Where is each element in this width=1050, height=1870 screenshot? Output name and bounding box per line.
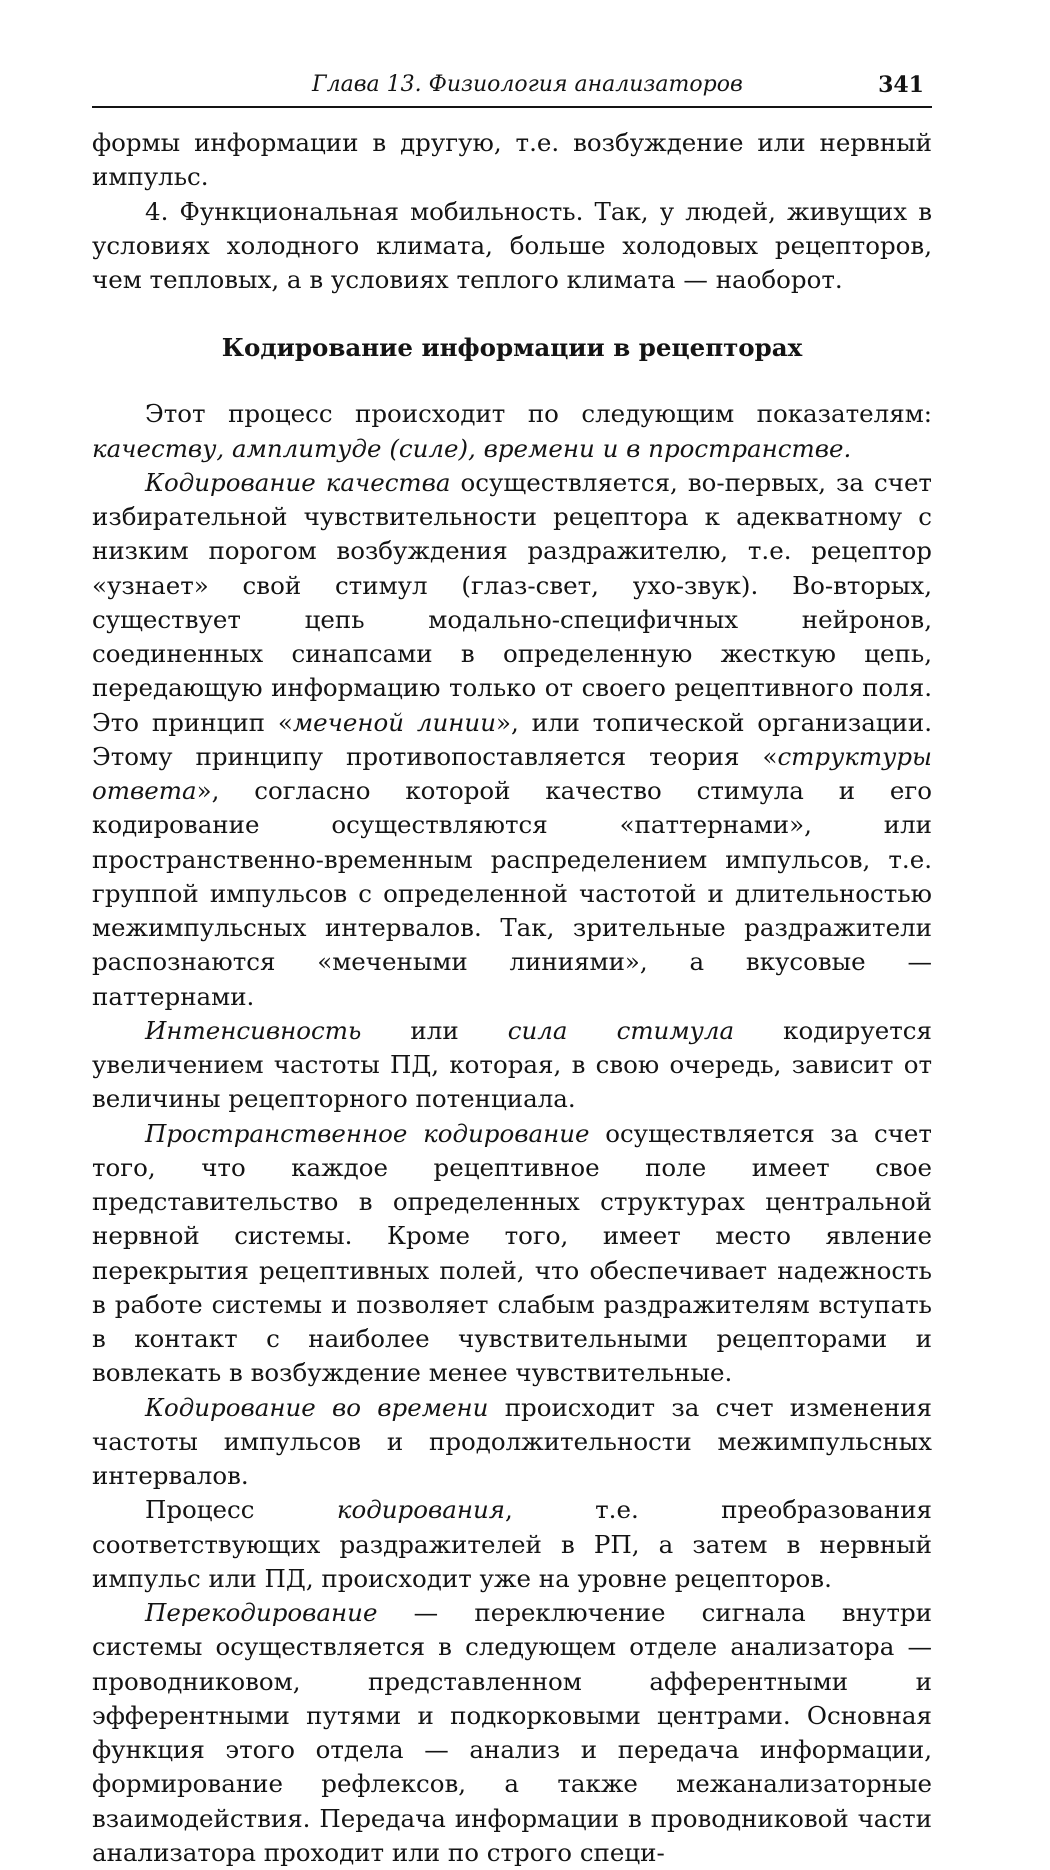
term-intensity: Интенсивность: [145, 1015, 362, 1045]
paragraph-quality-coding: [92, 466, 932, 1014]
running-title: Глава 13. Физиология анализаторов: [312, 72, 743, 97]
paragraph-intensity-coding: [92, 1014, 932, 1117]
text: осуществляется, во-первых, за счет избирательной чувствительности рецептора к адекватному с низким порогом возбуждения раздражителю, т.е. рецептор «узнает» свой стимул (глаз-свет, ухо-звук). Во-вторых, существует цепь модально-специфичных нейронов, соединенных синапсами в определенную жесткую цепь, передающую информацию только от своего рецептивного поля. Это принцип «: [92, 467, 932, 737]
term-spatial-coding: Пространственное кодирование: [145, 1118, 590, 1148]
term-recoding: Перекодирование: [145, 1598, 378, 1627]
paragraph-spatial-coding: [92, 1117, 932, 1391]
term-response-structure: структуры ответа: [92, 741, 932, 805]
term-quality-coding: Кодирование качества: [145, 467, 451, 497]
italic-text: качеству, амплитуде (силе), времени и в пространстве.: [92, 433, 852, 463]
text: Процесс: [145, 1495, 337, 1525]
text: », согласно которой качество стимула и его кодирование осуществляются «паттернами», или пространственно-временным распределением импульсов, т.е. группой импульсов с определенной частотой и длительностью межимпульсных интервалов. Так, зрительные раздражители распознаются «мечеными линиями», а вкусовые — паттернами.: [92, 776, 932, 1011]
text: осуществляется за счет того, что каждое рецептивное поле имеет свое представительство в определенных структурах центральной нервной системы. Кроме того, имеет место явление перекрытия рецептивных полей, что обеспечивает надежность в работе системы и позволяет слабым раздражителям вступать в контакт с наиболее чувствительными рецепторами и вовлекать в возбуждение менее чувствительные.: [92, 1118, 932, 1388]
term-labeled-line: меченой линии: [292, 707, 496, 737]
paragraph-coding-process: [92, 1493, 932, 1596]
term-stimulus-strength: сила стимула: [507, 1015, 735, 1045]
paragraph-functional-mobility: 4. Функциональная мобильность. Так, у людей, живущих в условиях холодного климата, больше холодовых рецепторов, чем тепловых, а в условиях теплого климата — наоборот.: [92, 196, 932, 294]
text: кодируется увеличением частоты ПД, которая, в свою очередь, зависит от величины рецепторного потенциала.: [92, 1015, 932, 1114]
text: или: [361, 1015, 508, 1045]
term-temporal-coding: Кодирование во времени: [145, 1392, 489, 1422]
paragraph-temporal-coding: [92, 1391, 932, 1494]
section-heading: Кодирование информации в рецепторах: [221, 333, 803, 363]
paragraph-coding-indicators: [92, 397, 932, 466]
text: », или топической организации. Этому принципу противопоставляется теория «: [92, 707, 933, 771]
text: Этот процесс происходит по следующим показателям:: [145, 399, 932, 429]
text: — переключение сигнала внутри системы осуществляется в следующем отделе анализатора — проводниковом, представленном афферентными и эфферентными путями и подкорковыми центрами. Основная функция этого отдела — анализ и передача информации, формирование рефлексов, а также межанализаторные взаимодействия. Передача информации в проводниковой части анализатора проходит или по строго специ-: [92, 1598, 932, 1867]
running-header: [92, 62, 932, 108]
page-number: 341: [878, 72, 924, 98]
term-coding: кодирования: [336, 1495, 505, 1525]
text: , т.е. преобразования соответствующих раздражителей в РП, а затем в нервный импульс или ПД, происходит уже на уровне рецепторов.: [92, 1495, 932, 1593]
page-body: [92, 126, 932, 1870]
paragraph-recoding: [92, 1596, 932, 1870]
text: происходит за счет изменения частоты импульсов и продолжительности межимпульсных интервалов.: [92, 1392, 932, 1490]
paragraph-continuation: формы информации в другую, т.е. возбуждение или нервный импульс.: [92, 128, 932, 192]
